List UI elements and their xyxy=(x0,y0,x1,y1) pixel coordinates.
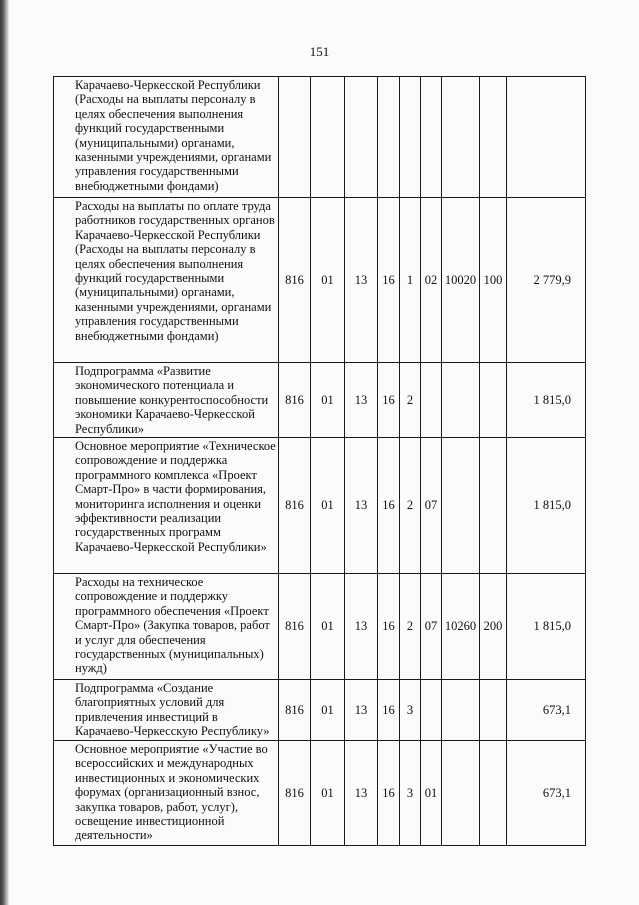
direction-code xyxy=(442,77,480,198)
program-code xyxy=(378,77,400,198)
table-row xyxy=(54,77,586,198)
expense-type-code xyxy=(480,741,507,846)
table-row xyxy=(54,680,586,741)
direction-code: 10260 xyxy=(442,574,480,680)
table-row xyxy=(54,363,586,438)
direction-code xyxy=(442,363,480,438)
subsection-code xyxy=(345,77,378,198)
program-code: 16 xyxy=(378,198,400,363)
expense-type-code: 200 xyxy=(480,574,507,680)
subprogram-code: 2 xyxy=(400,363,421,438)
table-row xyxy=(54,741,586,846)
amount: 673,1 xyxy=(507,680,586,741)
subsection-code: 13 xyxy=(345,363,378,438)
subprogram-code: 3 xyxy=(400,680,421,741)
expense-type-code xyxy=(480,363,507,438)
activity-code: 01 xyxy=(421,741,442,846)
expense-type-code xyxy=(480,77,507,198)
direction-code xyxy=(442,680,480,741)
subsection-code: 13 xyxy=(345,198,378,363)
expense-type-code xyxy=(480,438,507,574)
ministry-code: 816 xyxy=(279,574,311,680)
subprogram-code: 3 xyxy=(400,741,421,846)
direction-code xyxy=(442,438,480,574)
section-code: 01 xyxy=(311,680,345,741)
subsection-code: 13 xyxy=(345,741,378,846)
row-description: Карачаево-Черкесской Республики (Расходы на выплаты персоналу в целях обеспечения выполнения функций государственными (муниципальными) органами, казенными учреждениями, органами управления государственными внебюджетными фондами) xyxy=(54,77,279,198)
section-code: 01 xyxy=(311,198,345,363)
row-description: Подпрограмма «Развитие экономического потенциала и повышение конкурентоспособности экономики Карачаево-Черкесской Республики» xyxy=(54,363,279,438)
row-description: Основное мероприятие «Техническое сопровождение и поддержка программного комплекса «Проект Смарт-Про» в части формирования, мониторинга исполнения и оценки эффективности реализации государственных программ Карачаево-Черкесской Республики» xyxy=(54,438,279,574)
activity-code xyxy=(421,363,442,438)
ministry-code: 816 xyxy=(279,363,311,438)
page-number: 151 xyxy=(309,44,330,59)
row-description: Расходы на выплаты по оплате труда работников государственных органов Карачаево-Черкесской Республики (Расходы на выплаты персоналу в целях обеспечения выполнения функций государственными (муниципальными) органами, казенными учреждениями, органами управления государственными внебюджетными фондами) xyxy=(54,198,279,363)
subsection-code: 13 xyxy=(345,680,378,741)
subprogram-code: 1 xyxy=(400,198,421,363)
amount: 673,1 xyxy=(507,741,586,846)
activity-code xyxy=(421,680,442,741)
direction-code: 10020 xyxy=(442,198,480,363)
program-code: 16 xyxy=(378,363,400,438)
ministry-code: 816 xyxy=(279,198,311,363)
activity-code xyxy=(421,77,442,198)
expense-type-code xyxy=(480,680,507,741)
amount: 2 779,9 xyxy=(507,198,586,363)
direction-code xyxy=(442,741,480,846)
row-description: Расходы на техническое сопровождение и поддержку программного обеспечения «Проект Смарт-Про» (Закупка товаров, работ и услуг для обеспечения государственных (муниципальных) нужд) xyxy=(54,574,279,680)
amount: 1 815,0 xyxy=(507,438,586,574)
scan-edge xyxy=(0,0,9,905)
budget-table xyxy=(53,76,586,846)
program-code: 16 xyxy=(378,741,400,846)
table-row xyxy=(54,438,586,574)
section-code xyxy=(311,77,345,198)
row-description: Основное мероприятие «Участие во всероссийских и международных инвестиционных и экономических форумах (организационный взнос, закупка товаров, работ, услуг), освещение инвестиционной деятельности» xyxy=(54,741,279,846)
section-code: 01 xyxy=(311,741,345,846)
amount: 1 815,0 xyxy=(507,574,586,680)
subsection-code: 13 xyxy=(345,574,378,680)
table-row xyxy=(54,198,586,363)
activity-code: 07 xyxy=(421,438,442,574)
program-code: 16 xyxy=(378,438,400,574)
ministry-code: 816 xyxy=(279,680,311,741)
amount: 1 815,0 xyxy=(507,363,586,438)
section-code: 01 xyxy=(311,438,345,574)
subprogram-code: 2 xyxy=(400,438,421,574)
program-code: 16 xyxy=(378,680,400,741)
subprogram-code: 2 xyxy=(400,574,421,680)
program-code: 16 xyxy=(378,574,400,680)
ministry-code: 816 xyxy=(279,741,311,846)
subsection-code: 13 xyxy=(345,438,378,574)
expense-type-code: 100 xyxy=(480,198,507,363)
activity-code: 02 xyxy=(421,198,442,363)
amount xyxy=(507,77,586,198)
activity-code: 07 xyxy=(421,574,442,680)
section-code: 01 xyxy=(311,574,345,680)
ministry-code xyxy=(279,77,311,198)
ministry-code: 816 xyxy=(279,438,311,574)
subprogram-code xyxy=(400,77,421,198)
section-code: 01 xyxy=(311,363,345,438)
row-description: Подпрограмма «Создание благоприятных условий для привлечения инвестиций в Карачаево-Черкесскую Республику» xyxy=(54,680,279,741)
table-row xyxy=(54,574,586,680)
